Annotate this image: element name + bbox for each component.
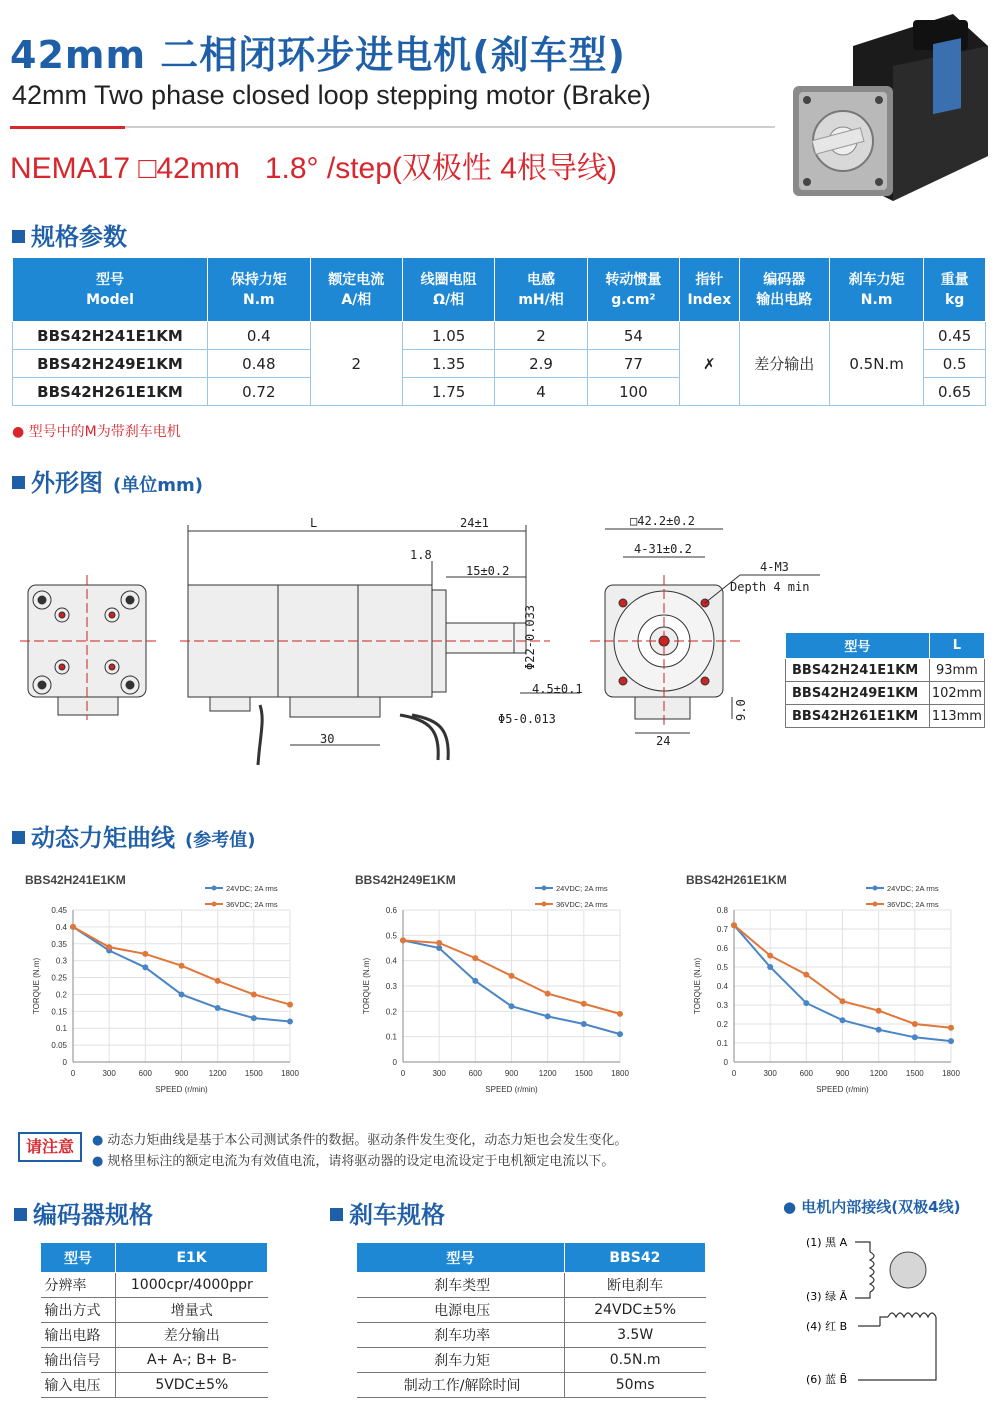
torque-chart-svg	[686, 872, 986, 1102]
data-point	[472, 978, 478, 984]
legend-label: 24VDC; 2A rms	[887, 884, 939, 893]
dim-4-5: 4.5±0.1	[532, 682, 583, 696]
data-point	[617, 1011, 623, 1017]
table-cell: 113mm	[929, 705, 984, 728]
y-tick-label: 0.1	[55, 1024, 67, 1034]
dim-30: 30	[320, 732, 335, 746]
wire-label-a-bar: (3) 绿 Ā	[806, 1290, 848, 1303]
table-cell: 0.4	[208, 322, 311, 350]
y-tick-label: 0.2	[716, 1020, 728, 1029]
spec-header: 电感 mH/相	[495, 258, 587, 322]
x-tick-label: 600	[138, 1069, 153, 1078]
legend-marker	[873, 886, 878, 891]
dim-m3: 4-M3	[760, 560, 789, 574]
table-cell: 增量式	[116, 1298, 268, 1323]
table-cell: BBS42H241E1KM	[786, 659, 930, 682]
y-tick-label: 0.1	[716, 1039, 728, 1048]
y-tick-label: 0.35	[51, 939, 67, 949]
section-bullet-icon	[12, 831, 25, 844]
page-title: 42mm 二相闭环步进电机(刹车型)	[10, 33, 627, 77]
y-tick-label: 0.05	[51, 1041, 67, 1051]
data-point	[70, 924, 76, 930]
side-view	[180, 585, 550, 765]
length-header: 型号	[786, 633, 930, 659]
x-tick-label: 0	[400, 1069, 406, 1078]
spec-header: 刹车力矩 N.m	[829, 258, 923, 322]
legend-label: 36VDC; 2A rms	[887, 900, 939, 909]
legend-label: 36VDC; 2A rms	[556, 900, 608, 909]
x-tick-label: 900	[835, 1069, 850, 1078]
table-cell: 差分输出	[116, 1323, 268, 1348]
y-tick-label: 0.5	[716, 963, 728, 972]
spec-header: 型号 Model	[13, 258, 208, 322]
y-tick-label: 0.3	[385, 982, 397, 991]
x-tick-label: 1200	[538, 1069, 557, 1078]
table-cell: 电源电压	[357, 1298, 565, 1323]
data-point	[948, 1038, 954, 1044]
legend-marker	[212, 902, 217, 907]
table-cell: 断电刹车	[564, 1273, 705, 1298]
dim-phi22: Φ22-0.033	[523, 604, 537, 670]
table-cell: BBS42H261E1KM	[13, 378, 208, 406]
table-cell: BBS42H249E1KM	[13, 350, 208, 378]
table-row	[41, 1348, 268, 1373]
x-tick-label: 1800	[942, 1069, 960, 1078]
spec-header: 编码器 输出电路	[739, 258, 829, 322]
x-tick-label: 1200	[208, 1069, 227, 1078]
torque-chart-3	[686, 872, 986, 1106]
data-point	[545, 1013, 551, 1019]
table-cell: 77	[587, 350, 679, 378]
section-torque-heading: 动态力矩曲线 (参考值)	[12, 818, 255, 853]
spec-header: 转动惯量 g.cm²	[587, 258, 679, 322]
table-cell: 102mm	[929, 682, 984, 705]
y-tick-label: 0	[392, 1058, 397, 1067]
table-cell: ✗	[680, 322, 740, 406]
data-point	[767, 953, 773, 959]
table-cell: 0.45	[924, 322, 986, 350]
table-cell: 制动工作/解除时间	[357, 1373, 565, 1398]
x-tick-label: 1500	[244, 1069, 263, 1078]
wiring-diagram	[800, 1222, 990, 1402]
data-point	[876, 1027, 882, 1033]
x-tick-label: 900	[174, 1069, 189, 1078]
data-point	[581, 1001, 587, 1007]
dim-shaft-length: 24±1	[460, 516, 489, 530]
spec-header: 保持力矩 N.m	[208, 258, 311, 322]
legend-marker	[542, 886, 547, 891]
spec-header: 线圈电阻 Ω/相	[402, 258, 494, 322]
section-encoder-heading: 编码器规格	[14, 1195, 153, 1230]
spec-note: ● 型号中的M为带刹车电机	[12, 424, 181, 440]
length-table	[785, 632, 985, 728]
table-cell: 0.5	[924, 350, 986, 378]
table-cell: 100	[587, 378, 679, 406]
table-cell: 2	[495, 322, 587, 350]
y-tick-label: 0	[723, 1058, 728, 1067]
section-bullet-icon	[330, 1208, 343, 1221]
legend-marker	[873, 902, 878, 907]
y-tick-label: 0.4	[55, 922, 67, 932]
table-header: 型号	[41, 1243, 116, 1273]
y-tick-label: 0.7	[716, 925, 728, 934]
chart-title: BBS42H249E1KM	[355, 873, 456, 887]
x-tick-label: 300	[102, 1069, 116, 1078]
dim-square: □42.2±0.2	[630, 514, 696, 528]
torque-chart-svg	[355, 872, 655, 1102]
data-point	[731, 922, 737, 928]
legend-marker	[212, 886, 217, 891]
x-tick-label: 600	[799, 1069, 814, 1078]
torque-chart-1	[25, 872, 325, 1106]
table-cell: 输出方式	[41, 1298, 116, 1323]
legend-label: 24VDC; 2A rms	[556, 884, 608, 893]
spec-header: 指针 Index	[680, 258, 740, 322]
y-tick-label: 0.3	[716, 1001, 728, 1010]
spec-header: 重量 kg	[924, 258, 986, 322]
motor-photo	[783, 6, 993, 211]
table-row	[357, 1273, 706, 1298]
table-row	[13, 322, 986, 350]
nema-spec: NEMA17 □42mm 1.8° /step(双极性 4根导线)	[10, 152, 617, 185]
chart-title: BBS42H241E1KM	[25, 873, 126, 887]
x-tick-label: 1200	[869, 1069, 888, 1078]
spec-table	[12, 257, 986, 406]
data-point	[840, 998, 846, 1004]
table-cell: 分辨率	[41, 1273, 116, 1298]
data-point	[106, 944, 112, 950]
table-cell: 54	[587, 322, 679, 350]
chart-title: BBS42H261E1KM	[686, 873, 787, 887]
table-row	[41, 1323, 268, 1348]
table-cell: 输出电路	[41, 1323, 116, 1348]
y-tick-label: 0.1	[385, 1032, 397, 1042]
table-cell: 4	[495, 378, 587, 406]
table-cell: 0.65	[924, 378, 986, 406]
x-tick-label: 0	[731, 1069, 737, 1078]
y-tick-label: 0.25	[51, 973, 67, 983]
table-cell: 0.5N.m	[564, 1348, 705, 1373]
table-cell: 刹车力矩	[357, 1348, 565, 1373]
title-divider-accent	[10, 126, 125, 129]
table-row	[786, 659, 985, 682]
section-bullet-icon	[14, 1208, 27, 1221]
encoder-table	[40, 1242, 268, 1398]
table-cell: 93mm	[929, 659, 984, 682]
y-axis-label: TORQUE (N.m)	[362, 957, 371, 1015]
y-axis-label: TORQUE (N.m)	[693, 957, 702, 1015]
y-tick-label: 0	[62, 1058, 67, 1067]
table-cell: BBS42H249E1KM	[786, 682, 930, 705]
dim-depth: Depth 4 min	[730, 580, 810, 594]
y-tick-label: 0.5	[385, 931, 397, 941]
data-point	[179, 991, 185, 997]
table-row	[357, 1348, 706, 1373]
dim-15: 15±0.2	[466, 564, 510, 578]
data-point	[287, 1018, 293, 1024]
dim-1-8: 1.8	[410, 548, 432, 562]
y-tick-label: 0.15	[51, 1007, 67, 1017]
table-cell: 0.5N.m	[829, 322, 923, 406]
x-tick-label: 1800	[281, 1069, 299, 1078]
y-tick-label: 0.2	[385, 1007, 397, 1017]
rear-view	[20, 575, 160, 720]
table-cell: 输入电压	[41, 1373, 116, 1398]
x-tick-label: 300	[432, 1069, 446, 1078]
data-point	[215, 978, 221, 984]
x-tick-label: 300	[763, 1069, 777, 1078]
table-cell: 5VDC±5%	[116, 1373, 268, 1398]
data-point	[179, 963, 185, 969]
data-point	[876, 1008, 882, 1014]
section-bullet-icon	[12, 230, 25, 243]
data-point	[617, 1031, 623, 1037]
data-point	[251, 1015, 257, 1021]
table-cell: 0.48	[208, 350, 311, 378]
table-cell: BBS42H241E1KM	[13, 322, 208, 350]
x-axis-label: SPEED (r/min)	[816, 1085, 869, 1094]
data-point	[803, 972, 809, 978]
brake-table	[356, 1242, 706, 1398]
table-cell: 3.5W	[564, 1323, 705, 1348]
dim-L: L	[310, 516, 318, 530]
table-cell: 刹车功率	[357, 1323, 565, 1348]
data-point	[142, 964, 148, 970]
section-spec-heading: 规格参数	[12, 217, 127, 252]
data-point	[912, 1021, 918, 1027]
table-cell: 0.72	[208, 378, 311, 406]
caution-badge: 请注意	[18, 1132, 82, 1162]
length-header: L	[929, 633, 984, 659]
y-tick-label: 0.8	[716, 906, 728, 915]
legend-marker	[542, 902, 547, 907]
table-cell: 输出信号	[41, 1348, 116, 1373]
data-point	[840, 1017, 846, 1023]
table-cell: 差分输出	[739, 322, 829, 406]
wire-label-b: (4) 红 B	[806, 1320, 848, 1333]
table-cell: 1.35	[402, 350, 494, 378]
caution-notes	[92, 1130, 627, 1172]
data-point	[767, 964, 773, 970]
section-brake-heading: 刹车规格	[330, 1195, 445, 1230]
wiring-title: ● 电机内部接线(双极4线)	[783, 1198, 961, 1216]
data-point	[142, 951, 148, 957]
wire-label-b-bar: (6) 蓝 B̄	[806, 1373, 848, 1386]
data-point	[803, 1000, 809, 1006]
legend-label: 36VDC; 2A rms	[226, 900, 278, 909]
data-point	[287, 1002, 293, 1008]
data-point	[581, 1021, 587, 1027]
table-row	[357, 1373, 706, 1398]
page-subtitle: 42mm Two phase closed loop stepping motor (Brake)	[12, 80, 651, 110]
table-row	[41, 1273, 268, 1298]
table-row	[786, 682, 985, 705]
y-tick-label: 0.6	[716, 944, 728, 953]
table-row	[41, 1298, 268, 1323]
table-row	[41, 1373, 268, 1398]
dim-24: 24	[656, 734, 671, 748]
data-point	[912, 1034, 918, 1040]
data-point	[400, 937, 406, 943]
data-point	[948, 1025, 954, 1031]
dim-hole-spacing: 4-31±0.2	[634, 542, 692, 556]
wire-label-a: (1) 黑 A	[806, 1236, 848, 1249]
table-cell: 2	[310, 322, 402, 406]
legend-label: 24VDC; 2A rms	[226, 884, 278, 893]
x-axis-label: SPEED (r/min)	[485, 1085, 538, 1094]
caution-note: ● 动态力矩曲线是基于本公司测试条件的数据。驱动条件发生变化，动态力矩也会发生变化。	[92, 1133, 628, 1148]
data-point	[215, 1005, 221, 1011]
data-point	[436, 940, 442, 946]
table-cell: 1000cpr/4000ppr	[116, 1273, 268, 1298]
table-row	[357, 1298, 706, 1323]
spec-header: 额定电流 A/相	[310, 258, 402, 322]
y-tick-label: 0.4	[716, 982, 728, 991]
torque-chart-2	[355, 872, 655, 1106]
table-cell: BBS42H261E1KM	[786, 705, 930, 728]
table-header: E1K	[116, 1243, 268, 1273]
torque-chart-svg	[25, 872, 325, 1102]
dim-phi5: Φ5-0.013	[498, 712, 556, 726]
table-cell: A+ A-; B+ B-	[116, 1348, 268, 1373]
section-dimension-heading: 外形图 (单位mm)	[12, 463, 203, 498]
data-point	[509, 973, 515, 979]
table-header: BBS42	[564, 1243, 705, 1273]
table-cell: 50ms	[564, 1373, 705, 1398]
x-tick-label: 600	[468, 1069, 483, 1078]
x-tick-label: 0	[70, 1069, 76, 1078]
table-header: 型号	[357, 1243, 565, 1273]
table-cell: 1.75	[402, 378, 494, 406]
x-tick-label: 900	[504, 1069, 519, 1078]
y-tick-label: 0.6	[385, 906, 397, 915]
table-cell: 刹车类型	[357, 1273, 565, 1298]
y-tick-label: 0.45	[51, 906, 67, 915]
section-bullet-icon	[12, 476, 25, 489]
y-axis-label: TORQUE (N.m)	[32, 957, 41, 1015]
y-tick-label: 0.2	[55, 990, 67, 1000]
x-axis-label: SPEED (r/min)	[155, 1085, 208, 1094]
front-view	[590, 575, 740, 725]
x-tick-label: 1800	[611, 1069, 629, 1078]
table-cell: 24VDC±5%	[564, 1298, 705, 1323]
y-tick-label: 0.3	[55, 956, 67, 966]
table-row	[786, 705, 985, 728]
data-point	[251, 991, 257, 997]
table-cell: 1.05	[402, 322, 494, 350]
data-point	[509, 1003, 515, 1009]
x-tick-label: 1500	[574, 1069, 593, 1078]
table-cell: 2.9	[495, 350, 587, 378]
data-point	[472, 955, 478, 961]
dim-9: 9.0	[734, 699, 748, 721]
x-tick-label: 1500	[905, 1069, 924, 1078]
y-tick-label: 0.4	[385, 956, 397, 966]
caution-note: ● 规格里标注的额定电流为有效值电流，请将驱动器的设定电流设定于电机额定电流以下。	[92, 1154, 615, 1169]
data-point	[545, 991, 551, 997]
table-row	[357, 1323, 706, 1348]
